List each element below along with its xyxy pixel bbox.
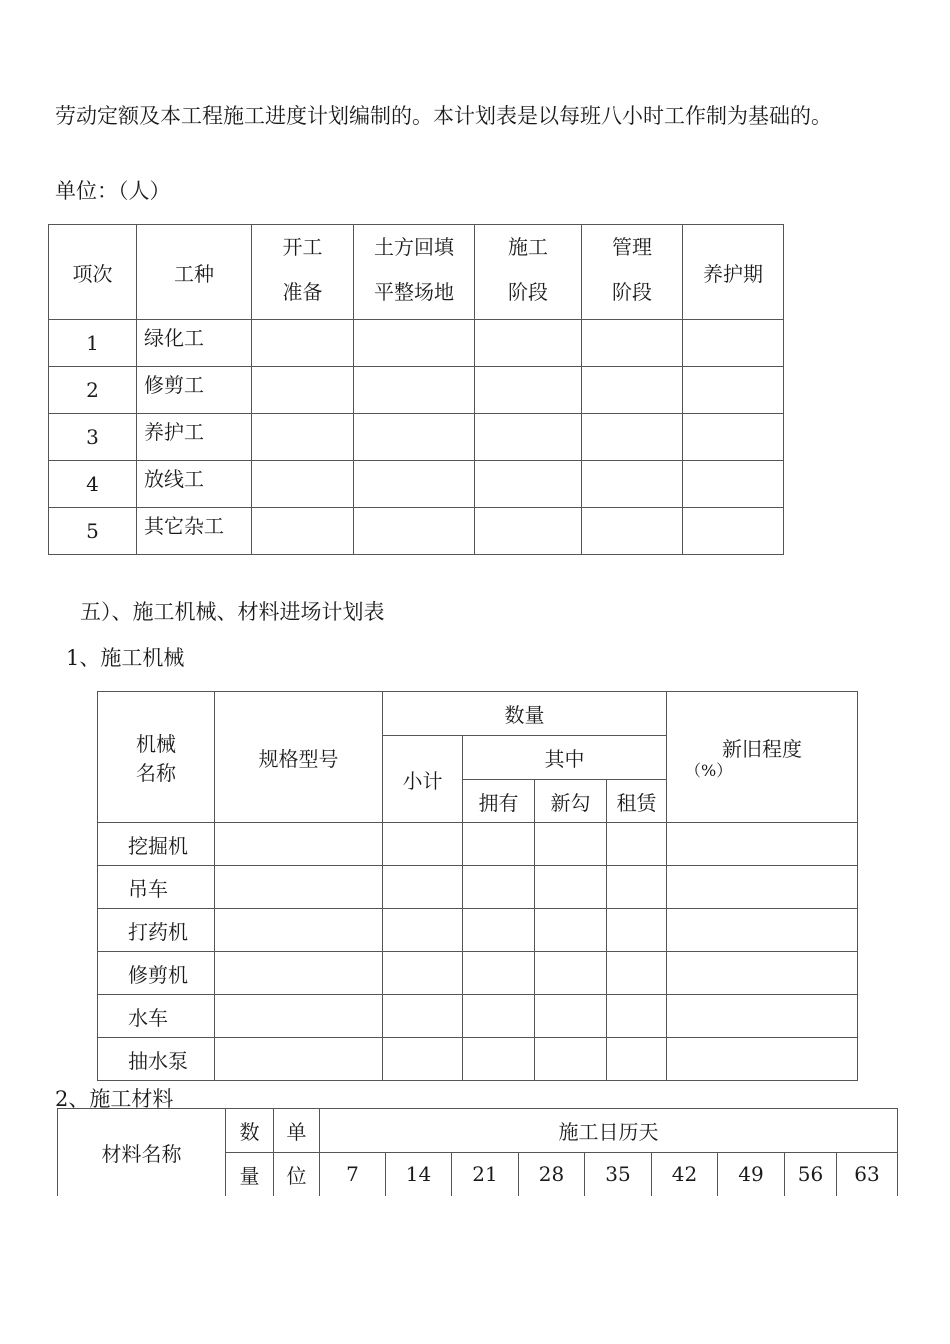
table-row <box>49 320 784 367</box>
day-column-header: 56 <box>785 1153 837 1196</box>
row-number: 1 <box>49 320 137 367</box>
day-column-header: 21 <box>452 1153 519 1196</box>
header-qty-bottom: 量 <box>226 1153 274 1196</box>
header-rented: 租赁 <box>607 780 667 823</box>
row-trade: 放线工 <box>137 461 252 508</box>
machine-name: 吊车 <box>98 866 215 909</box>
table-row <box>98 1038 858 1081</box>
header-owned: 拥有 <box>463 780 535 823</box>
table-row <box>98 909 858 952</box>
row-number: 3 <box>49 414 137 461</box>
header-spec: 规格型号 <box>215 692 383 823</box>
day-column-header: 7 <box>320 1153 386 1196</box>
header-start-prep: 开工 准备 <box>252 225 354 320</box>
header-calendar-days: 施工日历天 <box>320 1109 898 1153</box>
day-column-header: 35 <box>585 1153 652 1196</box>
section-heading: 五）、施工机械、材料进场计划表 <box>80 600 385 624</box>
header-condition: 新旧程度 （%） <box>667 692 858 823</box>
header-construction-stage: 施工 阶段 <box>475 225 582 320</box>
day-column-header: 49 <box>718 1153 785 1196</box>
machine-name: 挖掘机 <box>98 823 215 866</box>
day-column-header: 63 <box>837 1153 898 1196</box>
row-trade: 养护工 <box>137 414 252 461</box>
row-trade: 绿化工 <box>137 320 252 367</box>
header-material-name: 材料名称 <box>58 1109 226 1196</box>
header-machine-name: 机械 名称 <box>98 692 215 823</box>
row-number: 4 <box>49 461 137 508</box>
row-number: 5 <box>49 508 137 555</box>
table-row <box>49 508 784 555</box>
header-new-purchase: 新勾 <box>535 780 607 823</box>
day-column-header: 14 <box>386 1153 452 1196</box>
table-row <box>49 414 784 461</box>
materials-table <box>57 1108 898 1196</box>
table-row <box>98 995 858 1038</box>
machinery-heading: 1、施工机械 <box>66 646 185 670</box>
table-row <box>49 461 784 508</box>
header-maintenance-period: 养护期 <box>683 225 784 320</box>
header-earthwork: 土方回填 平整场地 <box>354 225 475 320</box>
table-header-row <box>49 225 784 320</box>
machine-name: 抽水泵 <box>98 1038 215 1081</box>
machinery-table <box>97 691 858 1081</box>
machine-name: 修剪机 <box>98 952 215 995</box>
table-row <box>98 952 858 995</box>
day-column-header: 28 <box>519 1153 585 1196</box>
header-unit-bottom: 位 <box>274 1153 320 1196</box>
table-row <box>98 823 858 866</box>
row-trade: 修剪工 <box>137 367 252 414</box>
table-row <box>98 866 858 909</box>
intro-paragraph: 劳动定额及本工程施工进度计划编制的。本计划表是以每班八小时工作制为基础的。 <box>55 104 832 128</box>
machine-name: 水车 <box>98 995 215 1038</box>
materials-heading: 2、施工材料 <box>55 1087 174 1111</box>
header-of-which: 其中 <box>463 736 667 780</box>
header-trade: 工种 <box>137 225 252 320</box>
day-column-header: 42 <box>652 1153 718 1196</box>
unit-label: 单位：（人） <box>55 179 171 203</box>
header-subtotal: 小计 <box>383 736 463 823</box>
header-management-stage: 管理 阶段 <box>582 225 683 320</box>
table-header-row <box>98 692 858 736</box>
row-number: 2 <box>49 367 137 414</box>
header-qty-top: 数 <box>226 1109 274 1153</box>
header-unit-top: 单 <box>274 1109 320 1153</box>
header-item-no: 项次 <box>49 225 137 320</box>
table-row <box>49 367 784 414</box>
labor-plan-table <box>48 224 784 555</box>
table-header-row <box>58 1109 898 1153</box>
machine-name: 打药机 <box>98 909 215 952</box>
row-trade: 其它杂工 <box>137 508 252 555</box>
header-quantity: 数量 <box>383 692 667 736</box>
